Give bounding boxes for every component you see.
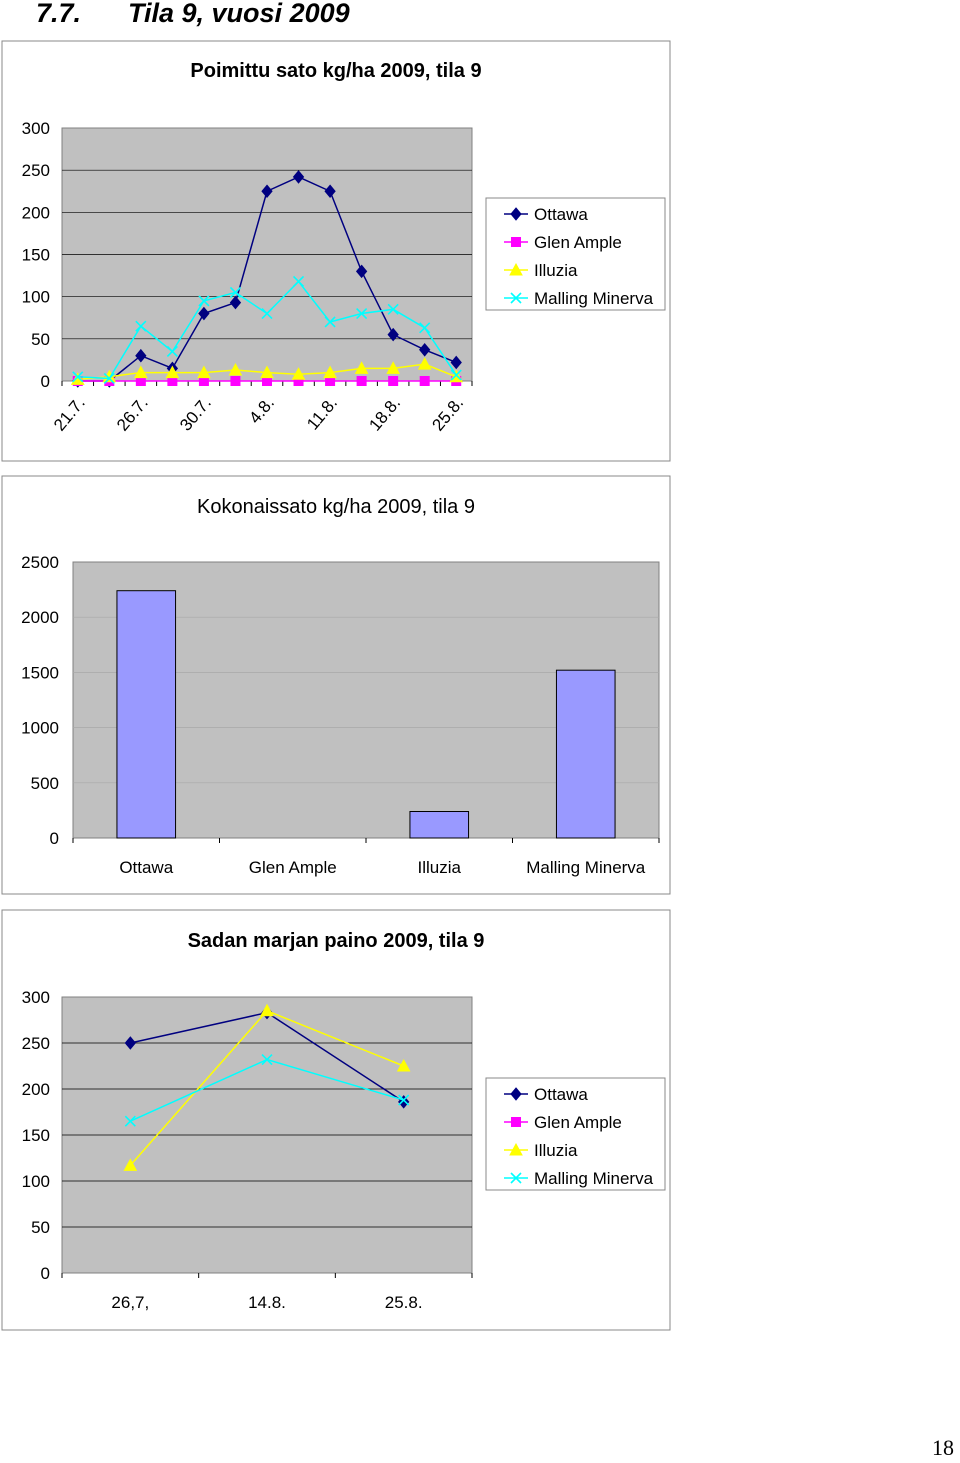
- x-tick-label: 25.8.: [384, 1293, 423, 1312]
- y-tick-label: 150: [21, 245, 50, 265]
- x-tick-label: 11.8.: [303, 393, 342, 434]
- legend: [486, 1078, 665, 1190]
- y-tick-label: 1000: [21, 718, 59, 738]
- y-tick-label: 50: [31, 1218, 50, 1237]
- legend-label: Ottawa: [534, 205, 588, 224]
- y-tick-label: 1500: [21, 663, 59, 683]
- x-tick-label: Ottawa: [119, 858, 174, 877]
- legend-label: Illuzia: [534, 1141, 578, 1160]
- x-tick-label: Illuzia: [417, 858, 461, 877]
- legend-label: Malling Minerva: [534, 1169, 654, 1188]
- x-tick-label: 18.8.: [365, 393, 405, 435]
- bar: [410, 812, 469, 838]
- x-tick-label: 26.7.: [113, 393, 152, 435]
- data-point-glen-ample: [389, 377, 398, 386]
- y-tick-label: 200: [21, 1080, 50, 1099]
- legend-label: Illuzia: [534, 261, 578, 280]
- bar: [556, 670, 615, 838]
- y-tick-label: 2500: [21, 553, 59, 572]
- chart-title: Kokonaissato kg/ha 2009, tila 9: [197, 496, 475, 518]
- data-point-glen-ample: [420, 377, 429, 386]
- y-tick-label: 50: [31, 329, 50, 349]
- legend-label: Glen Ample: [534, 1113, 622, 1132]
- legend: [486, 198, 665, 310]
- section-number: 7.7.: [36, 0, 82, 28]
- chart-title: Poimittu sato kg/ha 2009, tila 9: [190, 60, 482, 82]
- legend-label: Glen Ample: [534, 233, 622, 252]
- x-tick-label: 14.8.: [248, 1293, 286, 1312]
- x-tick-label: 4.8.: [245, 393, 279, 428]
- y-tick-label: 300: [21, 988, 50, 1007]
- y-tick-label: 0: [40, 372, 50, 391]
- y-tick-label: 0: [40, 1264, 50, 1283]
- y-tick-label: 150: [21, 1126, 50, 1145]
- y-tick-label: 250: [21, 1034, 50, 1053]
- y-tick-label: 100: [21, 1172, 50, 1191]
- y-tick-label: 0: [49, 829, 59, 848]
- x-tick-label: Malling Minerva: [526, 858, 646, 877]
- y-tick-label: 300: [21, 119, 50, 138]
- x-tick-label: Glen Ample: [248, 858, 337, 877]
- y-tick-label: 250: [21, 161, 50, 181]
- page-number: 18: [932, 1435, 954, 1460]
- y-tick-label: 500: [30, 773, 59, 793]
- legend-label: Malling Minerva: [534, 289, 654, 308]
- y-tick-label: 2000: [21, 608, 59, 628]
- legend-marker-glen-ample: [512, 238, 521, 247]
- x-tick-label: 30.7.: [176, 393, 215, 435]
- data-point-glen-ample: [231, 377, 240, 386]
- legend-marker-glen-ample: [512, 1118, 521, 1127]
- chart-title: Sadan marjan paino 2009, tila 9: [187, 930, 485, 952]
- y-tick-label: 100: [21, 287, 50, 307]
- y-tick-label: 200: [21, 203, 50, 223]
- data-point-glen-ample: [357, 377, 366, 386]
- x-tick-label: 25.8.: [428, 393, 468, 435]
- bar: [117, 591, 176, 838]
- legend-label: Ottawa: [534, 1085, 588, 1104]
- x-tick-label: 26,7,: [111, 1293, 150, 1312]
- x-tick-label: 21.7.: [49, 393, 89, 435]
- section-title: Tila 9, vuosi 2009: [128, 0, 350, 28]
